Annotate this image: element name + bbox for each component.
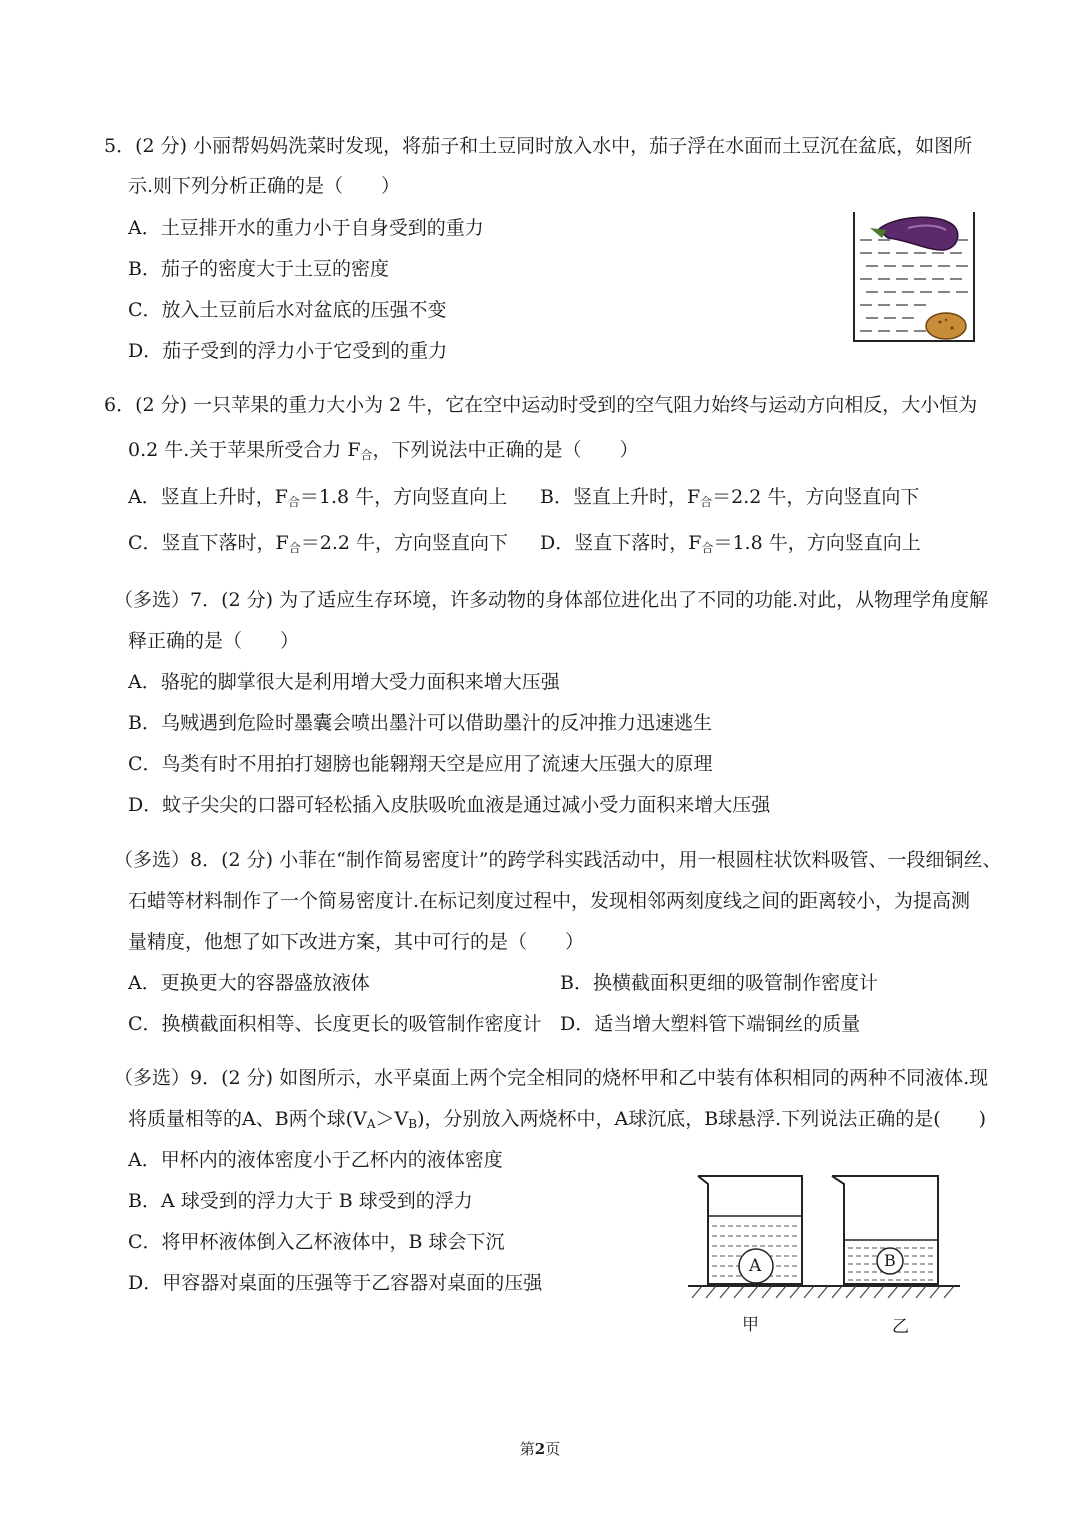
q5-option-b: B．茄子的密度大于土豆的密度: [128, 258, 389, 280]
q5-option-c: C．放入土豆前后水对盆底的压强不变: [128, 299, 447, 321]
q6-option-b: B．竖直上升时，$F_合=2.2$ 牛，方向竖直向下: [540, 486, 920, 509]
q7-option-b: B．乌贼遇到危险时墨囊会喷出墨汁可以借助墨汁的反冲推力迅速逃生: [128, 712, 712, 734]
q7-stem-line1: （多选）7．(2 分) 为了适应生存环境，许多动物的身体部位进化出了不同的功能.对此，从物理学角度解: [114, 589, 989, 611]
page-number: 第2页: [519, 1440, 561, 1458]
q9-option-c: C．将甲杯液体倒入乙杯液体中，B 球会下沉: [128, 1231, 505, 1253]
beaker-b-caption: 乙: [892, 1317, 909, 1337]
q8-option-b: B．换横截面积更细的吸管制作密度计: [560, 972, 878, 994]
q8-stem-line3: 量精度，他想了如下改进方案，其中可行的是（ ）: [128, 931, 585, 953]
q5-basin-figure: [848, 208, 982, 348]
q8-option-c: C．换横截面积相等、长度更长的吸管制作密度计: [128, 1013, 542, 1035]
q9-option-a: A．甲杯内的液体密度小于乙杯内的液体密度: [128, 1149, 503, 1171]
eggplant-icon: [870, 217, 958, 250]
q9-beakers-figure: [684, 1168, 964, 1308]
q5-stem-line2: 示.则下列分析正确的是（ ）: [128, 175, 401, 197]
q8-option-a: A．更换更大的容器盛放液体: [128, 972, 370, 994]
q9-option-d: D．甲容器对桌面的压强等于乙容器对桌面的压强: [128, 1272, 543, 1294]
beaker-a-caption: 甲: [742, 1315, 759, 1335]
q7-option-a: A．骆驼的脚掌很大是利用增大受力面积来增大压强: [128, 671, 560, 693]
ball-b-label: B: [884, 1251, 896, 1270]
q8-stem-line1: （多选）8．(2 分) 小菲在“制作简易密度计”的跨学科实践活动中，用一根圆柱状饮料吸管、一段细铜丝、: [114, 849, 1002, 871]
q6-option-a: A．竖直上升时，$F_合=1.8$ 牛，方向竖直向上: [128, 486, 508, 509]
q5-option-a: A．土豆排开水的重力小于自身受到的重力: [128, 217, 484, 239]
potato-icon: [926, 313, 966, 339]
q6-option-d: D．竖直下落时，$F_合=1.8$ 牛，方向竖直向上: [540, 532, 921, 555]
q7-option-d: D．蚊子尖尖的口器可轻松插入皮肤吸吮血液是通过减小受力面积来增大压强: [128, 794, 771, 816]
q7-option-c: C．鸟类有时不用拍打翅膀也能翱翔天空是应用了流速大压强大的原理: [128, 753, 713, 775]
q7-stem-line2: 释正确的是（ ）: [128, 630, 300, 652]
q8-option-d: D．适当增大塑料管下端铜丝的质量: [560, 1013, 861, 1035]
q5-option-d: D．茄子受到的浮力小于它受到的重力: [128, 340, 448, 362]
q9-stem-line1: （多选）9．(2 分) 如图所示，水平桌面上两个完全相同的烧杯甲和乙中装有体积相同的两种不同液体.现: [114, 1067, 989, 1089]
q9-stem-line2: 将质量相等的A、B两个球$(V_A>V_B)$，分别放入两烧杯中，A球沉底，B球悬浮.下列说法正确的是( ): [128, 1108, 987, 1131]
q8-stem-line2: 石蜡等材料制作了一个简易密度计.在标记刻度过程中，发现相邻两刻度线之间的距离较小，为提高测: [128, 890, 971, 912]
q6-option-c: C．竖直下落时，$F_合=2.2$ 牛，方向竖直向下: [128, 532, 509, 555]
q9-option-b: B．A 球受到的浮力大于 B 球受到的浮力: [128, 1190, 473, 1212]
q6-stem-line2: 0.2 牛.关于苹果所受合力 $F_合$，下列说法中正确的是（ ）: [128, 439, 639, 462]
ball-a-label: A: [749, 1256, 762, 1276]
q6-stem-line1: 6．(2 分) 一只苹果的重力大小为 2 牛，它在空中运动时受到的空气阻力始终与运动方向相反，大小恒为: [104, 394, 978, 416]
q5-stem-line1: 5．(2 分) 小丽帮妈妈洗菜时发现，将茄子和土豆同时放入水中，茄子浮在水面而土豆沉在盆底，如图所: [104, 135, 973, 157]
